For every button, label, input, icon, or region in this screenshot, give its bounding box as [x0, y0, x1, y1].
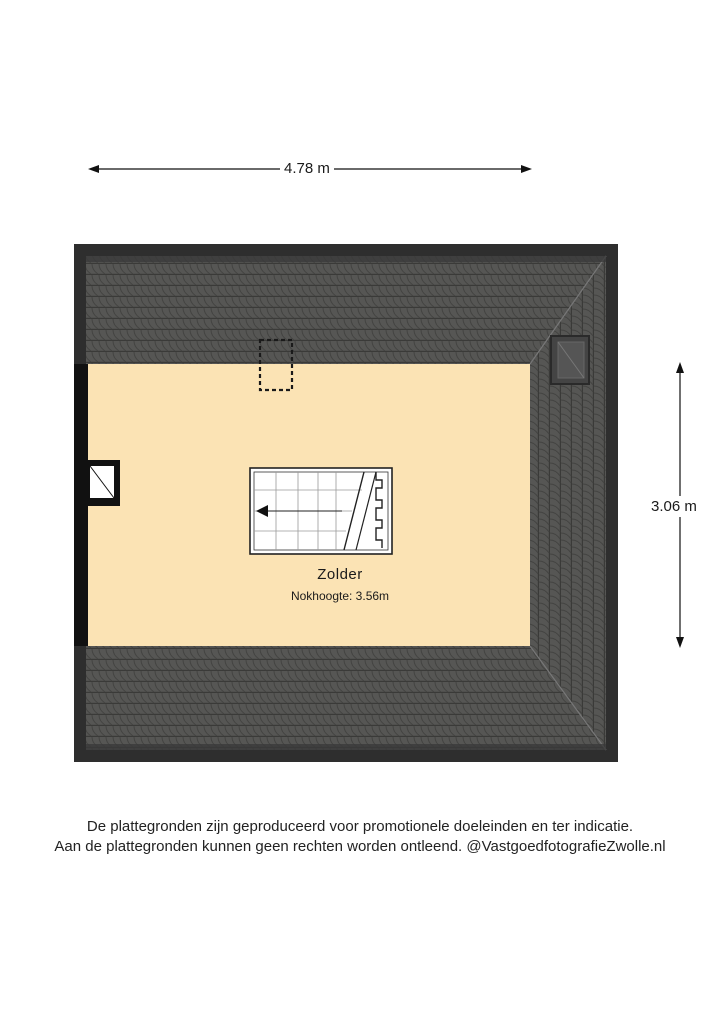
chimney-right	[551, 336, 589, 384]
disclaimer-line-1: De plattegronden zijn geproduceerd voor promotionele doeleinden en ter indicatie.	[86, 818, 634, 835]
width-dimension-label: 4.78 m	[280, 160, 334, 177]
staircase	[250, 468, 392, 554]
chimney-left	[84, 460, 120, 506]
room-name: Zolder	[317, 566, 363, 583]
ridge-height-label: Nokhoogte: 3.56m	[290, 589, 390, 603]
height-dimension-label: 3.06 m	[651, 498, 697, 515]
disclaimer-line-2: Aan de plattegronden kunnen geen rechten worden ontleend. @VastgoedfotografieZwolle.nl	[54, 838, 666, 855]
